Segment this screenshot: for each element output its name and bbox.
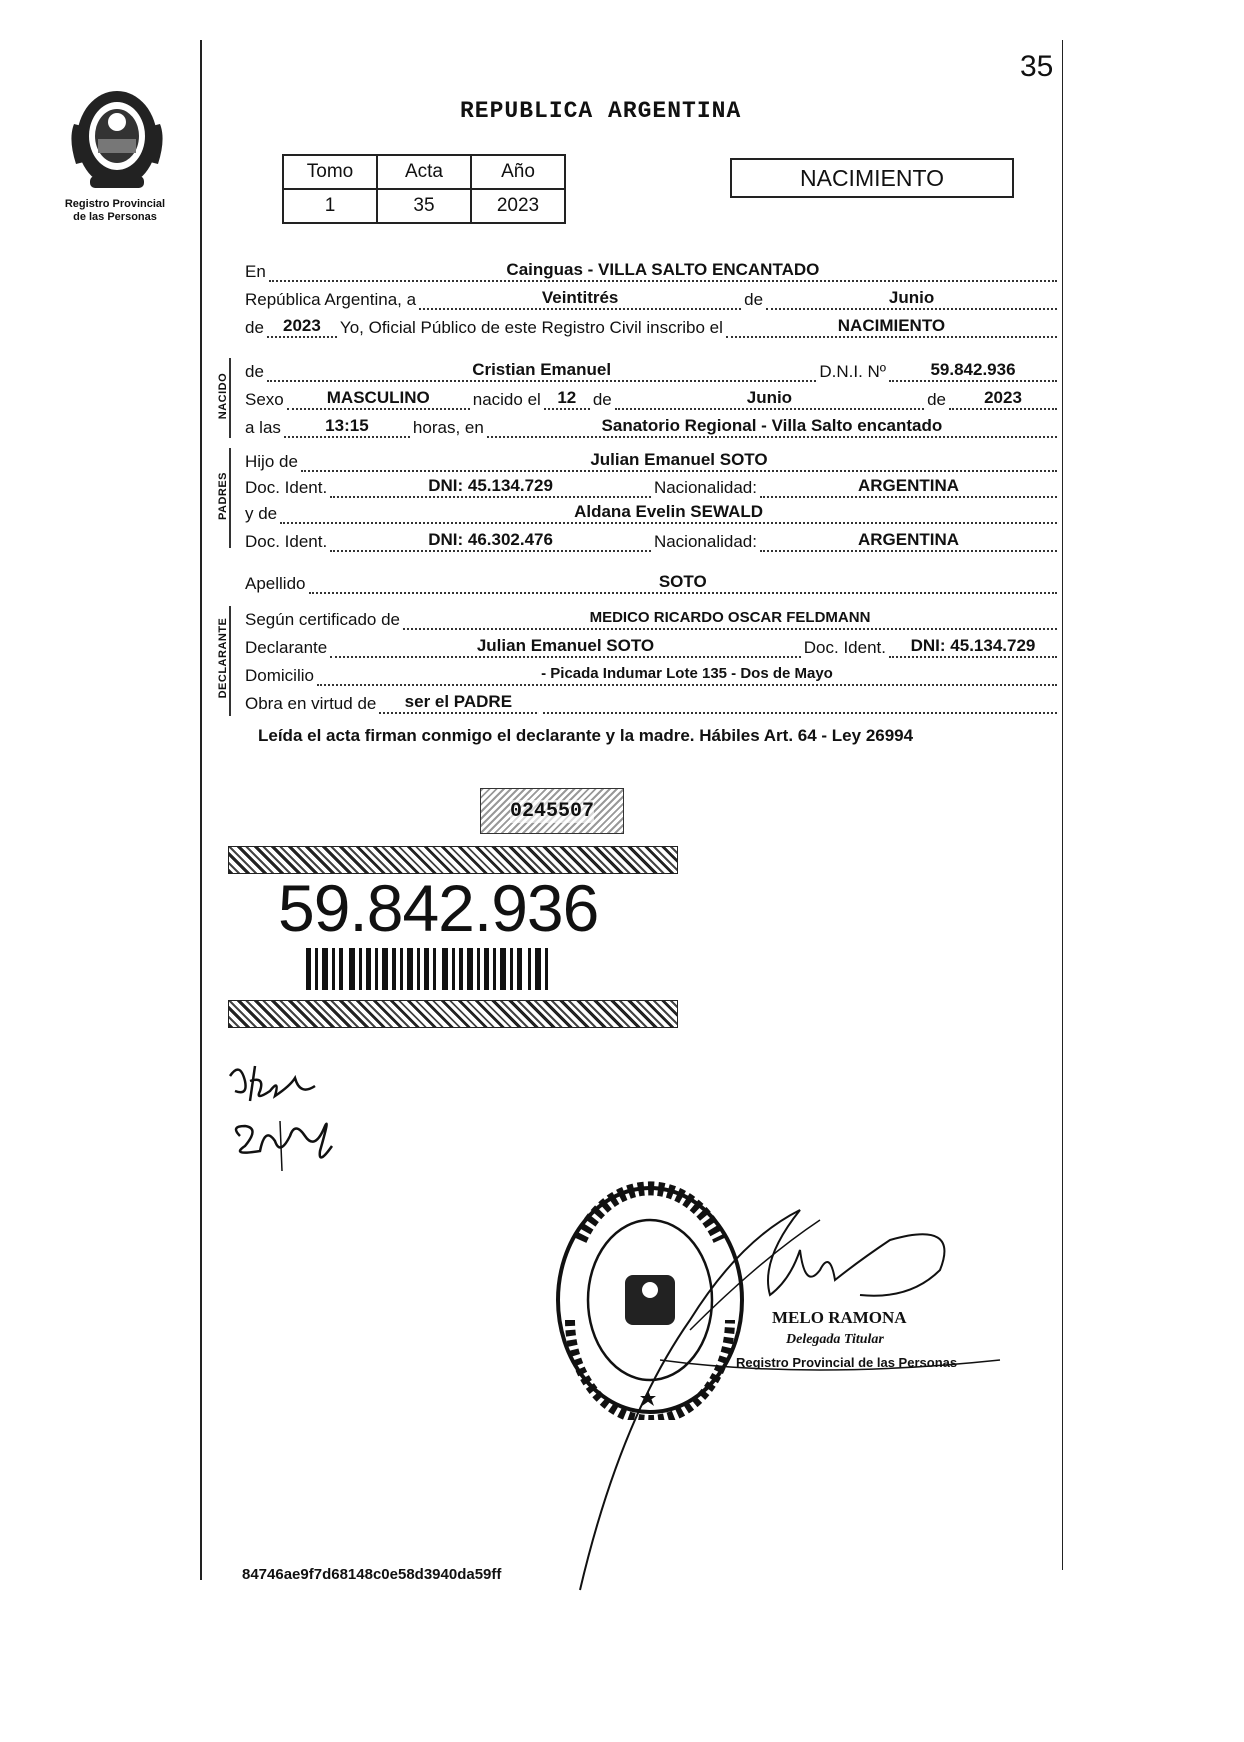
location-value: Cainguas - VILLA SALTO ENCANTADO	[269, 260, 1057, 282]
father-doc-value: DNI: 45.134.729	[330, 476, 651, 498]
birth-year-value: 2023	[949, 388, 1057, 410]
father-nat-value: ARGENTINA	[760, 476, 1057, 498]
row-mother: y de Aldana Evelin SEWALD	[245, 500, 1060, 524]
page-number: 35	[1020, 50, 1054, 83]
document-hash: 84746ae9f7d68148c0e58d3940da59ff	[242, 1566, 502, 1583]
declarant-doc-value: DNI: 45.134.729	[889, 636, 1057, 658]
declarant-signature	[220, 1056, 360, 1176]
row-father-doc: Doc. Ident. DNI: 45.134.729 Nacionalidad: ARGENTINA	[245, 474, 1060, 498]
official-name: MELO RAMONA	[772, 1308, 907, 1327]
birth-day-value: 12	[544, 388, 590, 410]
registry-label: Registro Provincial de las Personas	[64, 198, 166, 223]
certificate-value: MEDICO RICARDO OSCAR FELDMANN	[403, 608, 1057, 630]
birth-month-value: Junio	[615, 388, 924, 410]
ano-value: 2023	[471, 189, 565, 223]
row-certificado: Según certificado de MEDICO RICARDO OSCAR FELDMANN	[245, 606, 1060, 630]
apellido-value: SOTO	[309, 572, 1058, 594]
row-obra: Obra en virtud de ser el PADRE	[245, 690, 1060, 714]
nacido-section-label: NACIDO	[217, 372, 229, 420]
row-nacido-sexo: Sexo MASCULINO nacido el 12 de Junio de 2023	[245, 386, 1060, 410]
province-seal-logo	[62, 84, 172, 194]
domicile-value: - Picada Indumar Lote 135 - Dos de Mayo	[317, 664, 1057, 686]
month-value: Junio	[766, 288, 1057, 310]
tomo-table	[282, 154, 566, 224]
right-margin-line	[1062, 40, 1063, 1570]
barcode	[306, 948, 550, 990]
acta-header: Acta	[377, 155, 471, 189]
security-band-bottom	[228, 1000, 678, 1028]
declarante-section-label: DECLARANTE	[217, 617, 229, 699]
row-date: República Argentina, a Veintitrés de Junio	[245, 286, 1060, 310]
year-value: 2023	[267, 316, 337, 338]
obra-value: ser el PADRE	[379, 692, 537, 714]
day-words-value: Veintitrés	[419, 288, 741, 310]
sexo-value: MASCULINO	[287, 388, 470, 410]
declarant-name-value: Julian Emanuel SOTO	[330, 636, 801, 658]
ano-header: Año	[471, 155, 565, 189]
record-type-box: NACIMIENTO	[730, 158, 1014, 198]
mother-doc-value: DNI: 46.302.476	[330, 530, 651, 552]
acta-value: 35	[377, 189, 471, 223]
left-margin-line	[200, 40, 202, 1580]
row-mother-doc: Doc. Ident. DNI: 46.302.476 Nacionalidad: ARGENTINA	[245, 528, 1060, 552]
child-dni-value: 59.842.936	[889, 360, 1057, 382]
row-nacido-time: a las 13:15 horas, en Sanatorio Regional - Villa Salto encantado	[245, 414, 1060, 438]
father-name-value: Julian Emanuel SOTO	[301, 450, 1057, 472]
tomo-header: Tomo	[283, 155, 377, 189]
row-inscribo: de 2023 Yo, Oficial Público de este Registro Civil inscribo el NACIMIENTO	[245, 314, 1060, 338]
page-title: REPUBLICA ARGENTINA	[460, 98, 742, 124]
official-org: Registro Provincial de las Personas	[736, 1355, 958, 1370]
row-nacido-name: de Cristian Emanuel D.N.I. Nº 59.842.936	[245, 358, 1060, 382]
birth-place-value: Sanatorio Regional - Villa Salto encantado	[487, 416, 1057, 438]
security-stamp: 0245507	[480, 788, 624, 834]
mother-name-value: Aldana Evelin SEWALD	[280, 502, 1057, 524]
dni-large-number: 59.842.936	[278, 871, 599, 945]
row-domicilio: Domicilio - Picada Indumar Lote 135 - Dos de Mayo	[245, 662, 1060, 686]
record-value: NACIMIENTO	[726, 316, 1057, 338]
row-apellido: Apellido SOTO	[245, 570, 1060, 594]
mother-nat-value: ARGENTINA	[760, 530, 1057, 552]
row-place: En Cainguas - VILLA SALTO ENCANTADO	[245, 258, 1060, 282]
tomo-value: 1	[283, 189, 377, 223]
row-declarante: Declarante Julian Emanuel SOTO Doc. Ident. DNI: 45.134.729	[245, 634, 1060, 658]
child-name-value: Cristian Emanuel	[267, 360, 816, 382]
row-father: Hijo de Julian Emanuel SOTO	[245, 448, 1060, 472]
legal-note: Leída el acta firman conmigo el declarante y la madre. Hábiles Art. 64 - Ley 26994	[258, 726, 914, 745]
birth-time-value: 13:15	[284, 416, 410, 438]
official-title: Delegada Titular	[786, 1332, 884, 1347]
padres-section-label: PADRES	[217, 471, 229, 521]
